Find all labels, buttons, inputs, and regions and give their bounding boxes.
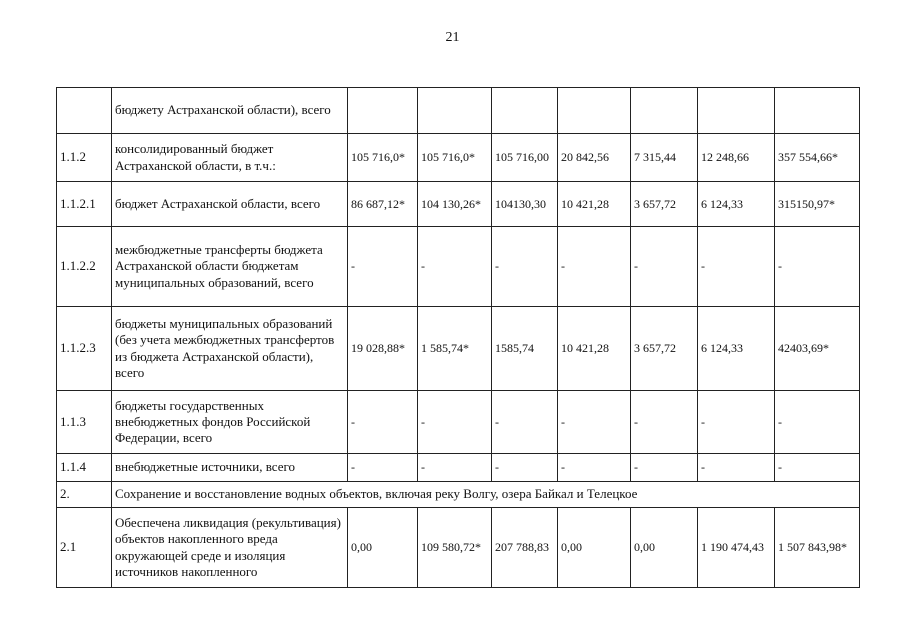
value-cell: -: [418, 454, 492, 482]
value-cell: 357 554,66*: [775, 134, 860, 182]
value-cell: -: [698, 227, 775, 307]
row-name: бюджеты муниципальных образований (без учета межбюджетных трансфертов из бюджета Астраханской области), всего: [112, 307, 348, 391]
value-cell: -: [348, 454, 418, 482]
value-cell: -: [631, 454, 698, 482]
table-row: [57, 182, 860, 227]
value-cell: [698, 88, 775, 134]
row-code: [57, 88, 112, 134]
row-name: Обеспечена ликвидация (рекультивация) объектов накопленного вреда окружающей среде и изоляция источников накопленного: [112, 508, 348, 588]
value-cell: -: [775, 454, 860, 482]
value-cell: 105 716,0*: [348, 134, 418, 182]
value-cell: -: [631, 227, 698, 307]
value-cell: 10 421,28: [558, 307, 631, 391]
value-cell: -: [492, 454, 558, 482]
value-cell: -: [631, 391, 698, 454]
value-cell: 1 507 843,98*: [775, 508, 860, 588]
row-name: бюджет Астраханской области, всего: [112, 182, 348, 227]
table-row: [57, 227, 860, 307]
row-code: 1.1.3: [57, 391, 112, 454]
value-cell: 19 028,88*: [348, 307, 418, 391]
value-cell: -: [418, 391, 492, 454]
value-cell: 104 130,26*: [418, 182, 492, 227]
page-number: 21: [445, 30, 460, 45]
value-cell: 12 248,66: [698, 134, 775, 182]
budget-table: [56, 87, 860, 588]
value-cell: 105 716,0*: [418, 134, 492, 182]
value-cell: 207 788,83: [492, 508, 558, 588]
value-cell: 1585,74: [492, 307, 558, 391]
row-name: консолидированный бюджет Астраханской области, в т.ч.:: [112, 134, 348, 182]
value-cell: 0,00: [348, 508, 418, 588]
value-cell: 3 657,72: [631, 182, 698, 227]
value-cell: -: [698, 454, 775, 482]
value-cell: 20 842,56: [558, 134, 631, 182]
value-cell: -: [492, 227, 558, 307]
value-cell: -: [558, 391, 631, 454]
row-code: 1.1.4: [57, 454, 112, 482]
value-cell: 3 657,72: [631, 307, 698, 391]
value-cell: 7 315,44: [631, 134, 698, 182]
value-cell: [631, 88, 698, 134]
table-row: [57, 454, 860, 482]
value-cell: 6 124,33: [698, 182, 775, 227]
value-cell: -: [348, 391, 418, 454]
table-row: [57, 307, 860, 391]
row-code: 1.1.2.1: [57, 182, 112, 227]
value-cell: -: [418, 227, 492, 307]
value-cell: [492, 88, 558, 134]
value-cell: -: [558, 454, 631, 482]
table-row: [57, 134, 860, 182]
value-cell: [775, 88, 860, 134]
section-row: [57, 482, 860, 508]
row-name: внебюджетные источники, всего: [112, 454, 348, 482]
value-cell: 315150,97*: [775, 182, 860, 227]
row-name: бюджеты государственных внебюджетных фондов Российской Федерации, всего: [112, 391, 348, 454]
row-name: бюджету Астраханской области), всего: [112, 88, 348, 134]
value-cell: -: [348, 227, 418, 307]
value-cell: -: [698, 391, 775, 454]
table-row: [57, 508, 860, 588]
value-cell: 0,00: [631, 508, 698, 588]
value-cell: -: [775, 391, 860, 454]
row-name: межбюджетные трансферты бюджета Астраханской области бюджетам муниципальных образований, всего: [112, 227, 348, 307]
value-cell: 0,00: [558, 508, 631, 588]
row-code: 2.1: [57, 508, 112, 588]
value-cell: 104130,30: [492, 182, 558, 227]
value-cell: 86 687,12*: [348, 182, 418, 227]
value-cell: [418, 88, 492, 134]
value-cell: 6 124,33: [698, 307, 775, 391]
value-cell: -: [558, 227, 631, 307]
value-cell: -: [492, 391, 558, 454]
section-title: Сохранение и восстановление водных объектов, включая реку Волгу, озера Байкал и Телецкое: [112, 482, 860, 508]
table-row: [57, 391, 860, 454]
row-code: 1.1.2.2: [57, 227, 112, 307]
value-cell: [348, 88, 418, 134]
table-row: [57, 88, 860, 134]
value-cell: 42403,69*: [775, 307, 860, 391]
value-cell: 109 580,72*: [418, 508, 492, 588]
value-cell: -: [775, 227, 860, 307]
value-cell: 1 190 474,43: [698, 508, 775, 588]
value-cell: 105 716,00: [492, 134, 558, 182]
row-code: 1.1.2: [57, 134, 112, 182]
value-cell: 1 585,74*: [418, 307, 492, 391]
value-cell: 10 421,28: [558, 182, 631, 227]
section-code: 2.: [57, 482, 112, 508]
value-cell: [558, 88, 631, 134]
row-code: 1.1.2.3: [57, 307, 112, 391]
